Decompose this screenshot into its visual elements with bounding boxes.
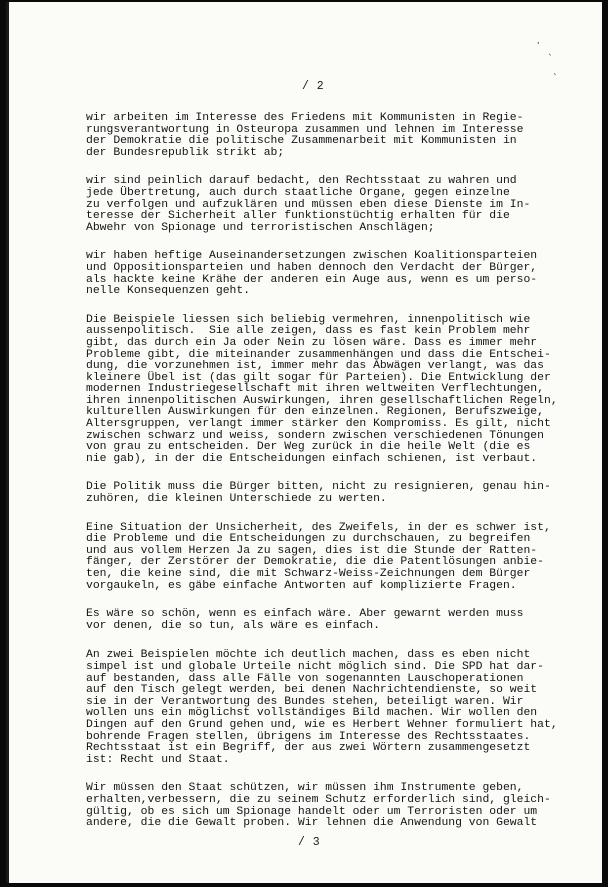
text-line: nie gab), in der die Entscheidungen einfach schienen, ist verbaut. [86, 452, 538, 465]
text-line: Altersgruppen, verlangt immer stärker den Kompromiss. Es gilt, nicht [86, 418, 551, 431]
text-line: ihren innenpolitischen Auswirkungen, ihren gesellschaftlichen Regeln, [86, 394, 558, 407]
paragraph [86, 482, 560, 505]
text-line: simpel ist und globale Urteile nicht möglich sind. Die SPD hat dar- [86, 660, 544, 673]
text-line: Es wäre so schön, wenn es einfach wäre. Aber gewarnt werden muss [86, 608, 524, 621]
text-line: der Bundesrepublik strikt ab; [86, 146, 285, 159]
paragraph [86, 251, 560, 297]
text-line: teresse der Sicherheit aller funktionstüchtig erhalten für die [86, 210, 510, 223]
text-line: wir arbeiten im Interesse des Friedens mit Kommunisten in Regie- [86, 112, 524, 124]
text-line: An zwei Beispielen möchte ich deutlich machen, dass es eben nicht [86, 649, 531, 662]
text-line: rungsverantwortung in Osteuropa zusammen und lehnen im Interesse [86, 123, 524, 136]
paragraph-gap [86, 159, 560, 176]
text-line: kleinere Übel ist (das gilt sogar für Parteien). Die Entwicklung der [86, 371, 551, 384]
text-line: wollen uns ein möglichst vollständiges Bild machen. Wir wollen den [86, 707, 538, 720]
paragraph-gap [86, 506, 560, 523]
paragraph-gap [86, 298, 560, 315]
text-line: ist: Recht und Staat. [86, 753, 230, 766]
text-line: Wir müssen den Staat schützen, wir müssen ihm Instrumente geben, [86, 782, 524, 795]
text-line: aussenpolitisch. Sie alle zeigen, dass es fast kein Problem mehr [86, 325, 531, 338]
text-line: die Probleme und die Entscheidungen zu durchschauen, zu begreifen [86, 533, 531, 546]
scan-mark-top-right: ʹ [537, 42, 540, 52]
text-line: gültig, ob es sich um Spionage handelt oder um Terroristen oder um [86, 805, 538, 818]
paragraph [86, 113, 560, 159]
text-line: der Demokratie die politische Zusammenarbeit mit Kommunisten in [86, 135, 517, 148]
text-line: Die Politik muss die Bürger bitten, nicht zu resignieren, genau hin- [86, 481, 551, 494]
text-line: Eine Situation der Unsicherheit, des Zweifels, in der es schwer ist, [86, 521, 551, 534]
scan-edge [6, 2, 9, 883]
paragraph [86, 783, 560, 829]
document-page [6, 2, 602, 883]
text-line: wir haben heftige Auseinandersetzungen zwischen Koalitionsparteien [86, 250, 538, 263]
text-line: vorgaukeln, es gäbe einfache Antworten auf komplizierte Fragen. [86, 579, 517, 592]
text-line: bohrende Fragen stellen, übrigens im Interesse des Rechtsstaates. [86, 730, 531, 743]
text-line: auf den Tisch gelegt werden, bei denen Nachrichtendienste, so weit [86, 684, 538, 697]
text-line: Rechtsstaat ist ein Begriff, der aus zwei Wörtern zusammengesetzt [86, 742, 531, 755]
text-line: vor denen, die so tun, als wäre es einfach. [86, 619, 380, 632]
text-line: von grau zu entscheiden. Der Weg zurück in die heile Welt (die es [86, 441, 531, 454]
text-line: Abwehr von Spionage und terroristischen Anschlägen; [86, 221, 435, 234]
paragraph [86, 176, 560, 234]
text-line: wir sind peinlich darauf bedacht, den Rechtsstaat zu wahren und [86, 175, 517, 188]
text-line: gibt, das durch ein Ja oder Nein zu lösen wäre. Dass es immer mehr [86, 336, 538, 349]
page-number-bottom: / 3 [298, 836, 321, 849]
text-line: dung, die vorzunehmen ist, immer mehr das Abwägen verlangt, was das [86, 360, 544, 373]
text-line: und Oppositionsparteien und haben dennoch den Verdacht der Bürger, [86, 261, 538, 274]
text-line: Die Beispiele liessen sich beliebig vermehren, innenpolitisch wie [86, 313, 531, 326]
paragraph [86, 523, 560, 593]
text-line: zwischen schwarz und weiss, sondern zwischen verschiedenen Tönungen [86, 429, 544, 442]
text-line: sie in der Verantwortung des Bundes stehen, beteiligt waren. Wir [86, 695, 524, 708]
paragraph-gap [86, 592, 560, 609]
text-line: als hackte keine Krähe der anderen ein Auge aus, wenn es um perso- [86, 273, 538, 286]
paragraph-gap [86, 632, 560, 650]
paragraph-gap [86, 766, 560, 783]
text-line: modernen Industriegesellschaft mit ihren weltweiten Verflechtungen, [86, 383, 544, 396]
paragraph-gap [86, 465, 560, 482]
text-line: erhalten,verbessern, die zu seinem Schutz erforderlich sind, gleich- [86, 793, 551, 806]
text-line: Probleme gibt, die miteinander zusammenhängen und dass die Entschei- [86, 348, 551, 361]
scan-mark-top-right-3: ˎ [553, 66, 558, 76]
paragraph-gap [86, 234, 560, 251]
paragraph [86, 315, 560, 466]
text-line: auf bestanden, dass alle Fälle von sogenannten Lauschoperationen [86, 672, 524, 685]
text-line: zuhören, die kleinen Unterschiede zu werten. [86, 493, 387, 506]
paragraph [86, 650, 560, 766]
scan-mark-top-right-2: ` [548, 54, 553, 64]
text-line: jede Übertretung, auch durch staatliche Organe, gegen einzelne [86, 186, 510, 199]
text-line: andere, die die Gewalt proben. Wir lehnen die Anwendung von Gewalt [86, 817, 538, 830]
paragraph [86, 609, 560, 632]
text-line: fänger, der Zerstörer der Demokratie, die die Patentlösungen anbie- [86, 556, 544, 569]
text-line: ten, die keine sind, die mit Schwarz-Weiss-Zeichnungen dem Bürger [86, 568, 531, 580]
document-body [86, 113, 560, 830]
text-line: kulturellen Auswirkungen für den einzelnen. Regionen, Berufszweige, [86, 406, 544, 419]
text-line: zu verfolgen und aufzuklären und müssen eben diese Dienste im In- [86, 198, 531, 211]
text-line: Dingen auf den Grund gehen und, wie es Herbert Wehner formuliert hat, [86, 718, 558, 731]
text-line: und aus vollem Herzen Ja zu sagen, dies ist die Stunde der Ratten- [86, 544, 538, 557]
text-line: nelle Konsequenzen geht. [86, 285, 251, 298]
page-number-top: / 2 [302, 80, 325, 93]
